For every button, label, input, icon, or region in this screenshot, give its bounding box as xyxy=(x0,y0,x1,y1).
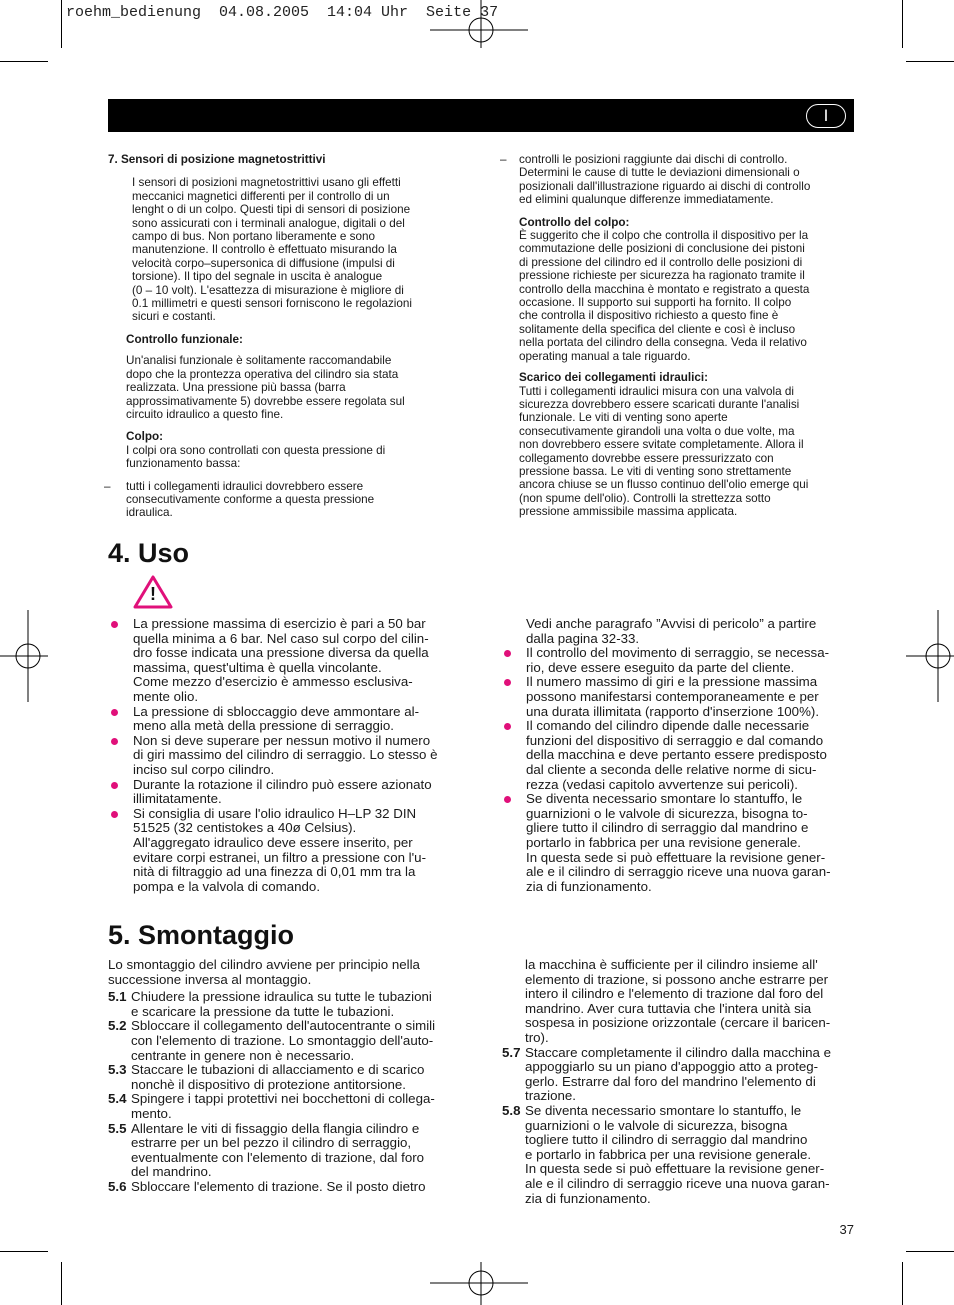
dash-marker: – xyxy=(104,479,111,493)
step-item: 5.2 Sbloccare il collegamento dell'autocentrante o simili con l'elemento di trazione. Lo smontaggio dell'auto- centrante in genere non è necessario. xyxy=(108,1018,436,1063)
step-item: 5.3 Staccare le tubazioni di allacciamento e di scarico nonchè il dispositivo di protezione antitorsione. xyxy=(108,1062,425,1092)
list-item: Se diventa necessario smontare lo stantuffo, le guarnizioni o le valvole di sicurezza, bisogna to- gliere tutto il cilindro di serraggio dal mandrino e portarlo in fabbrica per una revisione generale. In questa sede si può effettuare la revisione gener- ale e il cilindro di serraggio riceve una nuova garan- zia di funzionamento. xyxy=(501,792,861,894)
dash-marker: – xyxy=(500,153,507,166)
list-item: La pressione di sbloccaggio deve ammontare al- meno alla metà della pressione di serraggio. xyxy=(108,705,468,734)
warning-symbol: ! xyxy=(150,584,156,604)
sec5-title: 5. Smontaggio xyxy=(108,920,295,950)
sec5-right-column xyxy=(502,958,862,1206)
func-text: Un'analisi funzionale è solitamente raccomandabile dopo che la prontezza operativa del cilindro sia stata realizzata. Una pressione più bassa (barra approssimativamente 5) dovrebbe essere regolata sul circuito idraulico a questo fine. xyxy=(126,354,405,421)
colpo-text: I colpi ora sono controllati con questa pressione di funzionamento bassa: xyxy=(126,443,386,471)
sec4-left-column xyxy=(108,617,468,894)
scar-text: Tutti i collegamenti idraulici misura con una valvola di sicurezza dovrebbero essere scaricati durante l'analisi funzionale. Le viti di venting sono aperte consecutivamente girandoli una volta o due volte, ma non dovrebbero essere svitate completamente. Allora il collegamento dovrebbe essere pressurizzato con pressione bassa. Le viti di venting sono strettamente ancora chiuse se un flusso continuo dell'olio emerge qui (non spume dell'olio). Controlli la strettezza sotto pressione ammissibile massima applicata. xyxy=(519,384,809,519)
step-item: 5.1 Chiudere la pressione idraulica su tutte le tubazioni e scaricare la pressione da tutte le tubazioni. xyxy=(108,989,432,1019)
list-item: Non si deve superare per nessun motivo il numero di giri massimo del cilindro di serraggio. Lo stesso è inciso sul corpo cilindro. xyxy=(108,734,468,778)
sec7-left-column xyxy=(104,153,468,520)
sec5-intro: Lo smontaggio del cilindro avviene per principio nella successione inversa al montaggio. xyxy=(108,957,420,987)
sec5-right-continuation: la macchina è sufficiente per il cilindro insieme all' elemento di trazione, si possono anche estrarre per intero il cilindro e l'elemento di trazione dal foro del mandrino. Aver cura tuttavia che l'intera unità sia sospesa in posizione orizzontale (cercare il baricen- tro). xyxy=(525,957,831,1045)
list-item: Il numero massimo di giri e la pressione massima possono manifestarsi contemporaneamente e per una durata illimitata (rapporto d'inserzione 100%). xyxy=(501,675,861,719)
page-number: 37 xyxy=(839,1222,854,1237)
step-item: 5.7 Staccare completamente il cilindro dalla macchina e appoggiarlo su un piano d'appoggio atto a proteg- gerlo. Estrarre dal foro del mandrino l'elemento di trazione. xyxy=(502,1044,831,1104)
sec7-title: 7. Sensori di posizione magnetostrittivi xyxy=(108,153,326,166)
list-item: Si consiglia di usare l'olio idraulico H–LP 32 DIN 51525 (32 centistokes a 40ø Celsius). All'aggregato idraulico deve essere inserito, per evitare corpi estranei, un filtro a pressione con l'u- nità di filtraggio ad una finezza di 0,01 mm tra la pompa e la valvola di comando. xyxy=(108,807,468,895)
step-item: 5.8 Se diventa necessario smontare lo stantuffo, le guarnizioni o le valvole di sicurezza, bisogna togliere tutto il cilindro di serraggio dal mandrino e portarlo in fabbrica per una revisione generale. In questa sede si può effettuare la revisione gener- ale e il cilindro di serraggio riceve una nuova garan- zia di funzionamento. xyxy=(502,1102,830,1206)
func-title: Controllo funzionale: xyxy=(126,332,243,346)
step-item: 5.5 Allentare le viti di fissaggio della flangia cilindro e estrarre per un bel pezzo il cilindro di serraggio, eventualmente con l'elemento di trazione, dal foro del mandrino. xyxy=(108,1120,425,1180)
ctrl-title: Controllo del colpo: xyxy=(519,215,630,229)
colpo-title: Colpo: xyxy=(126,430,163,444)
list-item: Durante la rotazione il cilindro può essere azionato illimitatamente. xyxy=(108,778,468,807)
sec4-right-intro: Vedi anche paragrafo ”Avvisi di pericolo” a partire dalla pagina 32-33. xyxy=(526,616,817,646)
language-header-bar xyxy=(108,99,854,132)
sec7-right-column xyxy=(500,153,860,519)
step-item: 5.4 Spingere i tappi protettivi nei bocchettoni di collega- mento. xyxy=(108,1091,435,1121)
sec4-right-column xyxy=(501,617,861,894)
list-item: Il controllo del movimento di serraggio, se necessa- rio, deve essere eseguito da parte del cliente. xyxy=(501,646,861,675)
list-item: Il comando del cilindro dipende dalle necessarie funzioni del dispositivo di serraggio e dal comando della macchina e deve pertanto essere predisposto dal cliente a seconda delle relative norme di sicu- rezza (vedasi capitolo avvertenze sui pericoli). xyxy=(501,719,861,792)
sec4-title: 4. Uso xyxy=(108,538,190,568)
print-header: roehm_bedienung 04.08.2005 14:04 Uhr Seite 37 xyxy=(66,4,499,21)
warning-icon xyxy=(133,575,173,609)
list-item: La pressione massima di esercizio è pari a 50 bar quella minima a 6 bar. Nel caso sul corpo del cilin- dro fosse indicata una pressione diversa da quella massima, quest'ultima è quella vincolante. Come mezzo d'esercizio è ammesso esclusiva- mente olio. xyxy=(108,617,468,705)
sec7-intro: I sensori di posizioni magnetostrittivi usano gli effetti meccanici magnetici differenti per il controllo di un lenght o di un colpo. Questi tipi di sensori di posizione sono assicurati con i terminali analogue, digitali o del campo di bus. Non portano liberamente e sono manutenzione. Il controllo è effettuato misurando la velocità corpo–supersonica di diffusione (impulsi di torsione). Il tipo del segnale in uscita è analogue (0 – 10 volt). L'esattezza di misurazione è migliore di 0.1 millimetri e questi sensori forniscono le regolazioni sicuri e costanti. xyxy=(132,176,412,324)
right-item-text: controlli le posizioni raggiunte dai dischi di controllo. Determini le cause di tutte le deviazioni dimensionali o posizionali dall'illustrazione riguardo ai dischi di controllo ed elimini qualunque differenze immediatamente. xyxy=(519,153,811,207)
colpo-item-text: tutti i collegamenti idraulici dovrebbero essere consecutivamente conforme a questa pressione idraulica. xyxy=(126,479,375,520)
scar-title: Scarico dei collegamenti idraulici: xyxy=(519,371,709,385)
language-badge: I xyxy=(806,104,846,128)
ctrl-text: È suggerito che il colpo che controlla il dispositivo per la commutazione delle posizioni di conclusione dei pistoni di pressione del cilindro ed il controllo delle posizioni di pressione richieste per sicurezza ha ragionato tramite il controllo della macchina è montato e registrato a questa occasione. Il supporto sui supporti ha fornito. Il colpo che controlla il dispositivo richiesto a questo fine è solitamente della specifica del cliente e così è incluso nella portata del cilindro della consegna. Veda il relativo operating manual a tale riguardo. xyxy=(519,229,810,363)
right-dash-item xyxy=(500,153,860,207)
step-item: 5.6 Sbloccare l'elemento di trazione. Se il posto dietro xyxy=(108,1178,426,1194)
colpo-dash-item xyxy=(104,479,468,520)
sec5-left-column xyxy=(108,958,468,1195)
